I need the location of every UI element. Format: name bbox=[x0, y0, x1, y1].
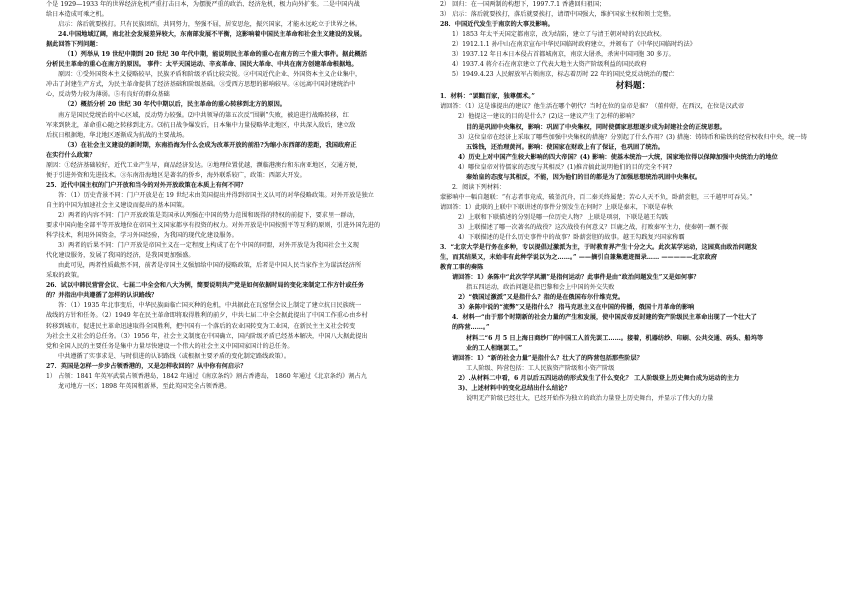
text-line: 目的是巩固中央集权，影响：巩固了中央集权，同时使儒家思想逐步成为封建社会的正统思想。 bbox=[466, 123, 726, 131]
text-line: 个是 1929—1933 年的世界经济危机严重打击日本，为摆脱严重的政治、经济危机，极力向外扩张。二是中国内战 bbox=[46, 1, 360, 8]
text-line: 3）这位皇帝在经济上采取了哪些加强中央集权的措施？分别起了什么作用？(3) 措施：铸铸币和盐铁的经营权收归中央，统一铸 bbox=[458, 133, 807, 141]
text-line: 原因：①经济基础较好，近代工业产生早，商品经济发达。②地理位置优越，濒临港澳台和东南亚地区，交通方便， bbox=[46, 161, 362, 169]
text-line: 的？并指出中共遵循了怎样的认识路线？ bbox=[46, 292, 158, 300]
text-line: 答：（1）1935 年北事变后，中华民族面临亡国灭种的危机，中共据此在瓦窑堡会议上制定了建立抗日民族统一 bbox=[58, 302, 362, 310]
text-line: 中共遵循了实事求是、与时俱进的认识路线（或根据主要矛盾的变化制定路线政策）。 bbox=[58, 352, 291, 360]
text-line: 材料二“6 月 5 日上海日商纱厂的中国工人首先罢工……。接着，机器纺纱、印刷、公共交通、码头、船坞等 bbox=[466, 334, 764, 342]
left-text-column bbox=[46, 0, 422, 392]
text-line: 军来到陕北，革命重心随之转移到北方。⑶抗日战争爆发后，日本集中力量侵略华北地区，中共深入敌后，建立敌 bbox=[46, 121, 356, 129]
text-line: 据此回答下列问题： bbox=[46, 41, 102, 49]
text-line: 28．中国近代发生于南京的大事及影响。 bbox=[440, 21, 554, 29]
text-line: 4）哪位皇帝对待儒家的态度与其相反？(1)推音搞此说明他们的目的完全不同? bbox=[458, 163, 673, 171]
text-line: 给日本造成可乘之机。 bbox=[46, 11, 108, 19]
text-line: 的阵营……。” bbox=[452, 324, 490, 332]
text-line: 3）上联描述了哪一次著名的战役？这次战役有何意义？巨鹿之战，打败秦军主力，使秦朝一蹶不振 bbox=[458, 223, 728, 231]
text-line: 24.中国地域辽阔，南北社会发展差异较大，东南部发展不平衡，这影响着中国民主革命和社会主义建设的发展。 bbox=[58, 31, 366, 39]
text-line: 业的工人相继罢工。” bbox=[466, 344, 523, 352]
right-text-column bbox=[440, 0, 826, 404]
text-line: 请回答：（1）这是谁提出的建议？他生活在哪个朝代？当时在位的皇帝是谁？（董仲舒，在西汉，在位是汉武帝 bbox=[440, 103, 745, 111]
text-line: 2．阅读下列材料： bbox=[452, 183, 506, 191]
text-line: 后抗日根据地，华北地区逐渐成为抗战的主要战场。 bbox=[46, 131, 189, 139]
text-line: 原因：①受外国资本主义侵略较早，民族矛盾和阶级矛盾比较尖锐。②中国近代企业、外国资本主义企业集中， bbox=[58, 71, 362, 79]
text-line: 3．“北京大学是行务在多种，专以提倡过激派为主，于时教育界产生十分之大。此次某学运动，这园莫由政治问题发 bbox=[440, 244, 758, 252]
text-line: 27．英国是怎样一步步占领香港的，又是怎样收回的？从中你有何启示？ bbox=[46, 362, 247, 370]
text-line: 党和全国人民的主要任务是集中力量尽快建设一个伟大的社会主义中国国家国计的总任务。 bbox=[46, 342, 294, 350]
text-line: 2） 回归：在一国两制的构想下，1997.7.1 香港回归祖国； bbox=[440, 1, 606, 8]
text-line: 3)、上述材料中的变化总结出什么结论？ bbox=[458, 384, 571, 392]
text-line: 自主的中国为加速社会主义建设而提出的基本国策。 bbox=[46, 201, 189, 209]
text-line: 1） 占领：1841 年英军武装占领香港岛，1842 年通过《南京条约》割占香港岛， 1860 年通过《北京条约》割占九 bbox=[46, 372, 367, 380]
text-line: 2）“俄国过激派”又是指什么？指的是在俄国布尔什维克党。 bbox=[458, 294, 625, 302]
text-line: 冲击了封建生产方式，为民主革命提供了经济基础和阶级基础。③受西方思想的影响较早。④远离中国封建统治中 bbox=[46, 81, 356, 89]
text-line: 启示：落后就要挨打。只有民族团结，共同努力，坚强不屈，居安思危，振兴国家，才能永远屹立于世界之林。 bbox=[58, 21, 362, 29]
text-line: 南方是国民党统治的中心区域，反动势力较强。⑵中共领导的第五次反“围剿”失败，被迫进行战略转移，红 bbox=[58, 111, 349, 119]
text-line: 指五四运动，政治问题是指巴黎和会上中国的外交失败 bbox=[466, 284, 615, 292]
text-line: 龙司地方一区；1898 年英国租新界，至此英国完全占领香港。 bbox=[58, 382, 231, 390]
text-line: 工人阶级、阵营包括：工人民族资产阶级和小资产阶级 bbox=[466, 364, 615, 372]
text-line: 科学技术，利用外国资金，学习外国经验，为我国的现代化建设服务。 bbox=[46, 232, 238, 240]
text-line: 转移到城市，促进民主革命迅速取得全国胜利，把中国有一个落后的农业国转变为工业国，在新民主主义社会转变 bbox=[46, 322, 356, 330]
text-line: 教育工事的奏陈 bbox=[440, 264, 484, 272]
text-line: 4）1937.4 蒋介石在南京建立了代表大地主大资产阶级利益的国民政府 bbox=[452, 61, 647, 69]
text-line: 由此可见，两者性质截然不同，前者是帝国主义强加给中国的侵略政策，后者是中国人民当家作主为谋活经济所 bbox=[58, 262, 362, 270]
text-line: 2）上联和下联描述的分别是哪一位历史人物？ 上联是项羽，下联是越王勾践 bbox=[458, 213, 669, 221]
text-line: 为社会主义社会的总任务。（3）1956 年，社会主义制度在中国确立，国内阶级矛盾已经基本解决，中国八大据此提出 bbox=[46, 332, 368, 340]
text-line: 五铢钱，还治理黄河。影响：使国家在财政上有了保证，也巩固了统治。 bbox=[466, 143, 664, 151]
text-line: 4）下联描述的是什么历史事件中的故事？卧薪尝胆的故事。越王勾践复兴国家称霸 bbox=[458, 234, 685, 242]
text-line: 2）.从材料二中看，6 月以后五四运动的形式发生了什么变化？ 工人阶级登上历史舞台成为运动的主力 bbox=[458, 374, 740, 382]
text-line: 5）1949.4.23 人民解放军占领南京，标志着历时 22 年的国民党反动统治的覆亡 bbox=[452, 71, 675, 79]
section-title: 材料题： bbox=[615, 81, 651, 92]
text-line: （2）概括分析 20 世纪 30 年代中期以后，民主革命的重心转移到北方的原因。 bbox=[64, 101, 286, 109]
text-line: 2）1912.1.1 孙中山在南京宣布中华民国临时政府建立，并颁布了《中华民国临时约法》 bbox=[452, 41, 696, 49]
text-line: 代化建设服务，发展了我国的经济，是我国更加强盛。 bbox=[46, 252, 195, 260]
text-line: 3）两者的后果不同：门户开放是帝国主义在一定程度上构成了在个中国的同盟，对外开放是为我国社会主义现 bbox=[58, 242, 359, 250]
text-line: 蒙影响中一幅自题联：“有志者事竟成，破釜沉舟，百二秦关终属楚；苦心人天不负，卧薪尝胆，三千越甲可吞吴。” bbox=[440, 193, 753, 201]
text-line: 3） 启示：落后就要挨打，落后就要挨打，请谓中国强大，维护国家主权和领土完整。 bbox=[440, 11, 675, 19]
text-line: （1）列举从 19 世纪中期到 20 世纪 30 年代中期，能说明民主革命的重心在南方的三个重大事件。据此概括 bbox=[64, 51, 367, 59]
text-line: 请回答：1）此联的上联中下联讲述的事件分别发生在何时？上联是秦末，下联是春秋 bbox=[440, 203, 673, 211]
text-line: 1）1853 年太平天国定都南京，改为结陷，建立了与清王朝对峙的农民政权。 bbox=[452, 31, 666, 39]
text-line: 要求中国向他全部平等开放地位在帝国主义国家都享有投资的权力。对外开放是中国按照平等互利的原则，引进外国先进的 bbox=[46, 222, 381, 230]
text-line: 分析民主革命的重心在南方的原因。 事件：太平天国运动、辛亥革命、国民大革命、中共在南方创建革命根据地。 bbox=[46, 61, 358, 69]
text-line: 秦始皇的态度与其相反，不能，因为他们的目的都是为了加强思想统治巩固中央集权。 bbox=[466, 173, 702, 181]
text-line: 4）历史上对中国产生较大影响的四大帝国？(4) 影响：使基本统治一大统，国家地位得以保障加强中央统治力的地位 bbox=[458, 153, 778, 161]
text-line: 采取的政策。 bbox=[46, 272, 84, 280]
text-line: 1．材料：“罢黜百家，独尊儒术。” bbox=[440, 93, 535, 101]
text-line: 请回答：1）“新的社会力量”是指什么？壮大了的阵营包括那些阶层？ bbox=[452, 354, 643, 362]
text-line: 说明无产阶级已经壮大，已经开始作为独立的政治力量登上历史舞台，并显示了伟大的力量 bbox=[466, 394, 714, 402]
text-line: 战线的方针和任务。（2）1949 年在民主革命即将取得胜利的前夕，中共七届二中全会据此提出了中国工作重心由乡村 bbox=[46, 312, 368, 320]
text-line: 3）条陈中说的“流弊”又是指什么？ 指马克思主义在中国的传播，俄国十月革命的影响 bbox=[458, 304, 695, 312]
text-line: （3）在社会主义建设的新时期，东南沿海为什么会成为改革开放的前沿?为缩小东西部的差距，我国政府正 bbox=[64, 141, 357, 149]
text-line: 生，而其结果又，未始非有此种学说以为之……。” ——摘引自兼集遗迹图录…… —————北京政府 bbox=[440, 254, 718, 262]
text-line: 2）两者的内容不同：门户开放政策是美国承认列强在中国的势力范围和既得的特权的前提下，要求里一群动， bbox=[58, 211, 359, 219]
text-line: 2）他提这一建议的目的是什么？(2)这一建议产生了怎样的影响？ bbox=[458, 113, 638, 121]
text-line: 25．近代中国主权的门户开放和当今的对外开放政策在本质上有何不同？ bbox=[46, 181, 247, 189]
text-line: 26．试以中韩民营营会议、七届二中全会和八大为例，简要说明共产党是如何依据时局的变化来制定工作方针或任务 bbox=[46, 282, 364, 290]
text-line: 在实行什么政策？ bbox=[46, 151, 96, 159]
text-line: 便于引进外资和先进技术。③东南沿海地区是著名的侨乡，海外联系较广，政策：西部大开发。 bbox=[46, 171, 306, 179]
text-line: 3）1937.12 年日本日本侵占首都城南京，南京大屠杀，杀害中国同胞 30 多万。 bbox=[452, 51, 675, 59]
text-line: 心，反动势力较为薄弱。⑤有良好的群众基础 bbox=[46, 91, 170, 99]
text-line: 4．材料一“由于那个时期新的社会力量的产生和发展，使中国反帝反封建的资产阶级民主革命出现了一个壮大了 bbox=[452, 314, 757, 322]
text-line: 答：（1）历史背景不同：门户开放是在 19 世纪末由美国提出并得到帝国主义认可的对华侵略政策。对外开放是独立 bbox=[58, 191, 374, 199]
text-line: 请回答：1）条陈中“此次学学风潮”是指何运动？此事件是由“政治问题发生”又是如何事？ bbox=[452, 274, 700, 282]
